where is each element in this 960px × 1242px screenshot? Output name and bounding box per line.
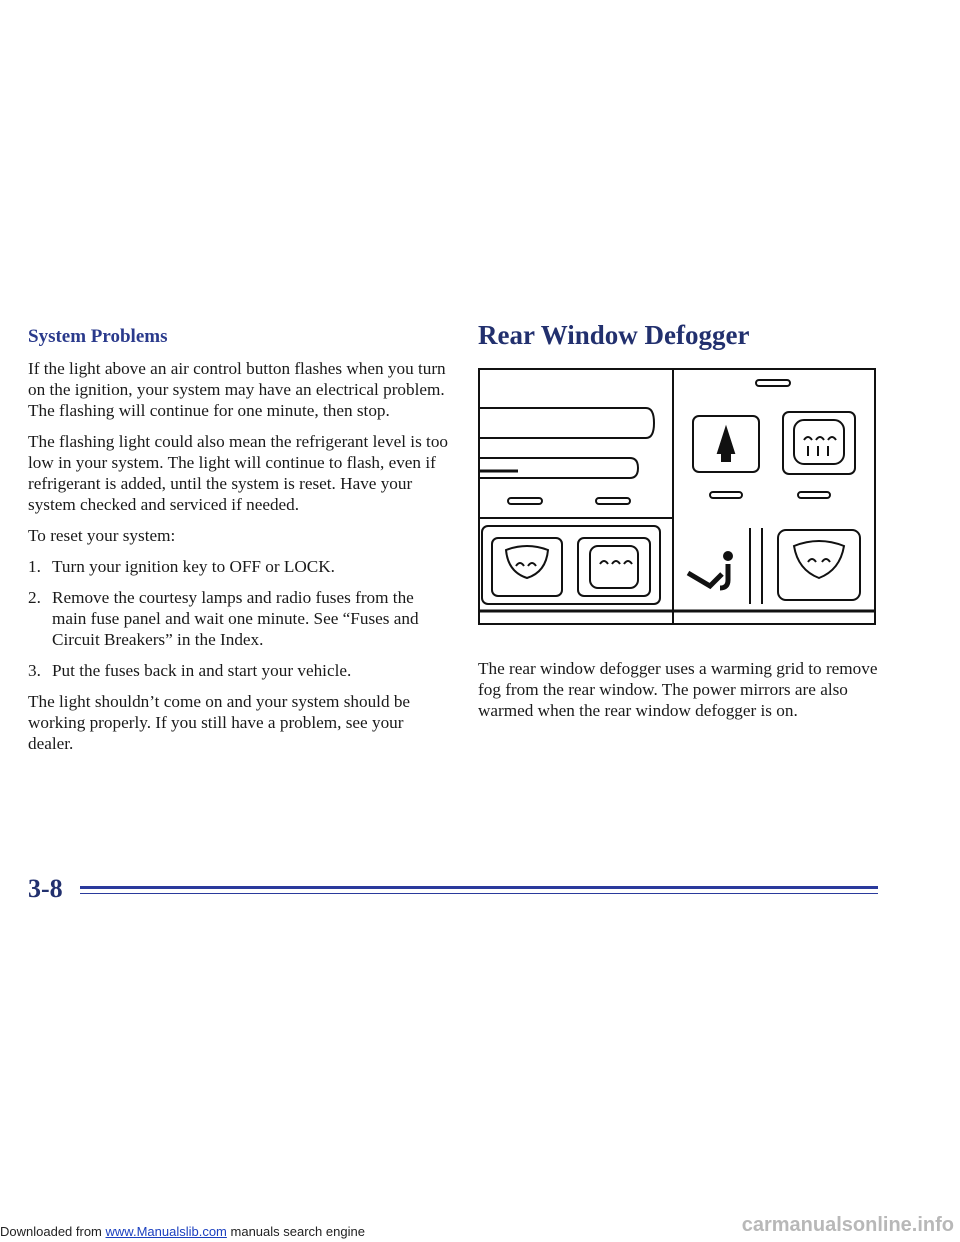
footer-rule-thin [80, 893, 878, 894]
step-number: 2. [28, 588, 41, 607]
step-item [28, 587, 448, 650]
rear-defog-button-icon [783, 412, 855, 474]
subheading-system-problems: System Problems [28, 326, 168, 347]
page-number: 3-8 [28, 874, 63, 903]
control-panel-illustration [478, 368, 878, 628]
heading-rear-window-defogger: Rear Window Defogger [478, 320, 750, 350]
step-text: Remove the courtesy lamps and radio fuses from the main fuse panel and wait one minute. See “Fuses and Circuit Breakers” in the Index. [52, 588, 419, 649]
right-column [476, 320, 896, 351]
watermark: carmanualsonline.info [741, 1214, 954, 1236]
left-column [28, 326, 448, 764]
paragraph: The flashing light could also mean the refrigerant level is too low in your system. The light will continue to flash, even if refrigerant is added, until the system is reset. Have your system checked and serviced if needed. [28, 432, 449, 514]
footer-prefix: Downloaded from [0, 1224, 102, 1239]
footer-suffix: manuals search engine [230, 1224, 365, 1239]
step-text: Turn your ignition key to OFF or LOCK. [52, 557, 335, 576]
vent-mode-button-icon [693, 416, 759, 472]
steps-list [28, 556, 448, 681]
rear-defog-button-icon [578, 538, 650, 596]
paragraph: If the light above an air control button flashes when you turn on the ignition, your system may have an electrical problem. The flashing will continue for one minute, then stop. [28, 359, 446, 420]
manualslib-link[interactable]: www.Manualslib.com [105, 1224, 227, 1239]
footer-rule [80, 886, 878, 889]
right-body [478, 658, 888, 731]
step-number: 1. [28, 557, 41, 576]
step-item [28, 660, 448, 681]
step-text: Put the fuses back in and start your vehicle. [52, 661, 352, 680]
step-number: 3. [28, 661, 41, 680]
floor-mode-button-icon [688, 552, 732, 588]
manual-page [0, 296, 958, 944]
step-item [28, 556, 448, 577]
paragraph: The light shouldn’t come on and your system should be working properly. If you still have a problem, see your dealer. [28, 692, 411, 753]
paragraph: The rear window defogger uses a warming grid to remove fog from the rear window. The power mirrors are also warmed when the rear window defogger is on. [478, 659, 878, 720]
paragraph: To reset your system: [28, 526, 176, 545]
front-defrost-button-icon [778, 530, 860, 600]
front-defrost-button-icon [492, 538, 562, 596]
